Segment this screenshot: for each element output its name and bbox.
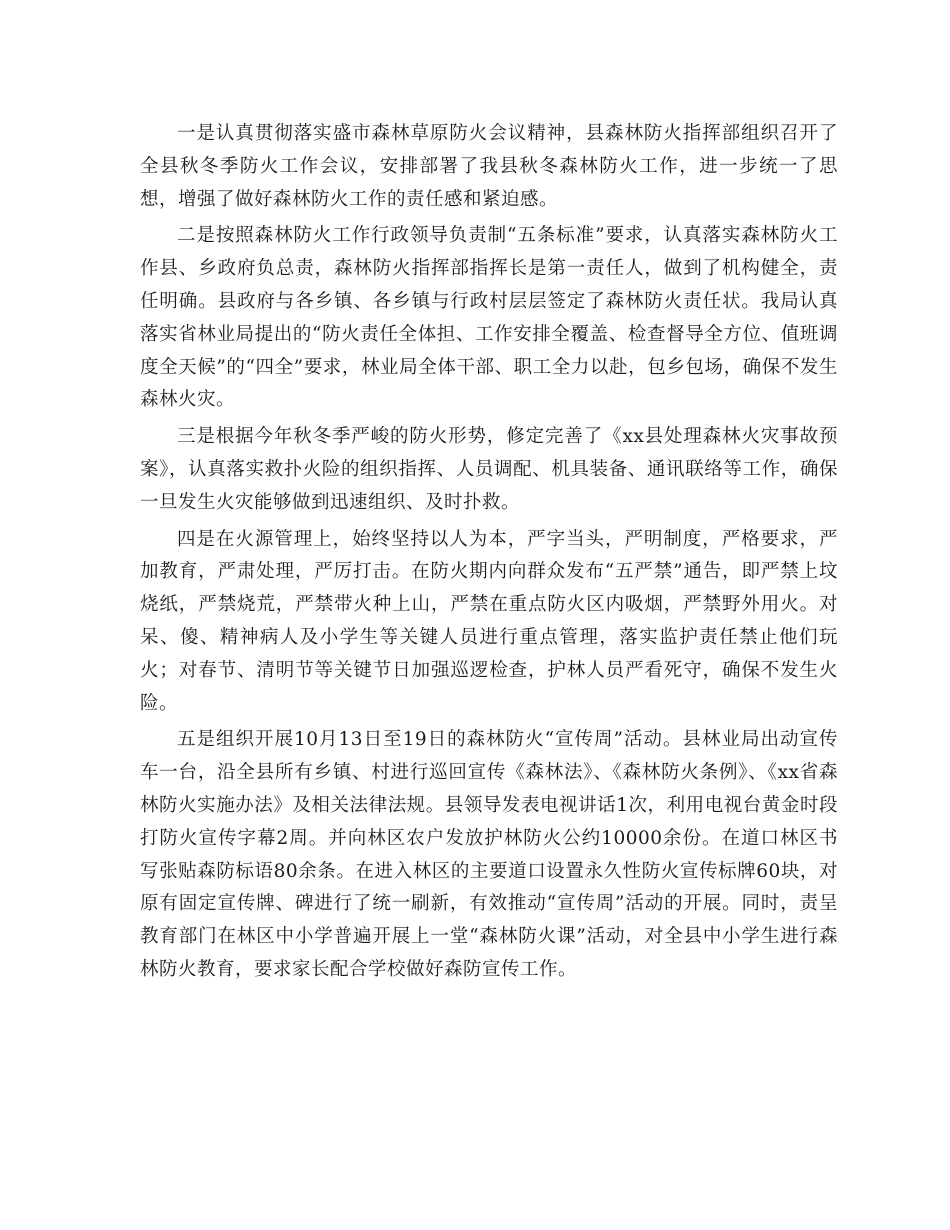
paragraph-5: 五是组织开展10月13日至19日的森林防火“宣传周”活动。县林业局出动宣传车一台，沿全县所有乡镇、村进行巡回宣传《森林法》、《森林防火条例》、《xx省森林防火实施办法》及相关法律法规。县领导发表电视讲话1次，利用电视台黄金时段打防火宣传字幕2周。并向林区农户发放护林防火公约10000余份。在道口林区书写张贴森防标语80余条。在进入林区的主要道口设置永久性防火宣传标牌60块，对原有固定宣传牌、碑进行了统一刷新，有效推动“宣传周”活动的开展。同时，责呈教育部门在林区中小学普遍开展上一堂“森林防火课”活动，对全县中小学生进行森林防火教育，要求家长配合学校做好森防宣传工作。 [140, 729, 838, 980]
paragraph-1: 一是认真贯彻落实盛市森林草原防火会议精神，县森林防火指挥部组织召开了全县秋冬季防火工作会议，安排部署了我县秋冬森林防火工作，进一步统一了思想，增强了做好森林防火工作的责任感和紧迫感。 [140, 123, 838, 210]
paragraph-4: 四是在火源管理上，始终坚持以人为本，严字当头，严明制度，严格要求，严加教育，严肃处理，严厉打击。在防火期内向群众发布“五严禁”通告，即严禁上坟烧纸，严禁烧荒，严禁带火种上山，严禁在重点防火区内吸烟，严禁野外用火。对呆、傻、精神病人及小学生等关键人员进行重点管理，落实监护责任禁止他们玩火；对春节、清明节等关键节日加强巡逻检查，护林人员严看死守，确保不发生火险。 [140, 528, 838, 714]
paragraph-2: 二是按照森林防火工作行政领导负责制“五条标准”要求，认真落实森林防火工作县、乡政府负总责，森林防火指挥部指挥长是第一责任人，做到了机构健全，责任明确。县政府与各乡镇、各乡镇与行政村层层签定了森林防火责任状。我局认真落实省林业局提出的“防火责任全体担、工作安排全覆盖、检查督导全方位、值班调度全天候”的“四全”要求，林业局全体干部、职工全力以赴，包乡包场，确保不发生森林火灾。 [140, 225, 838, 411]
paragraph-3: 三是根据今年秋冬季严峻的防火形势，修定完善了《xx县处理森林火灾事故预案》，认真落实救扑火险的组织指挥、人员调配、机具装备、通讯联络等工作，确保一旦发生火灾能够做到迅速组织、及时扑救。 [140, 426, 838, 513]
